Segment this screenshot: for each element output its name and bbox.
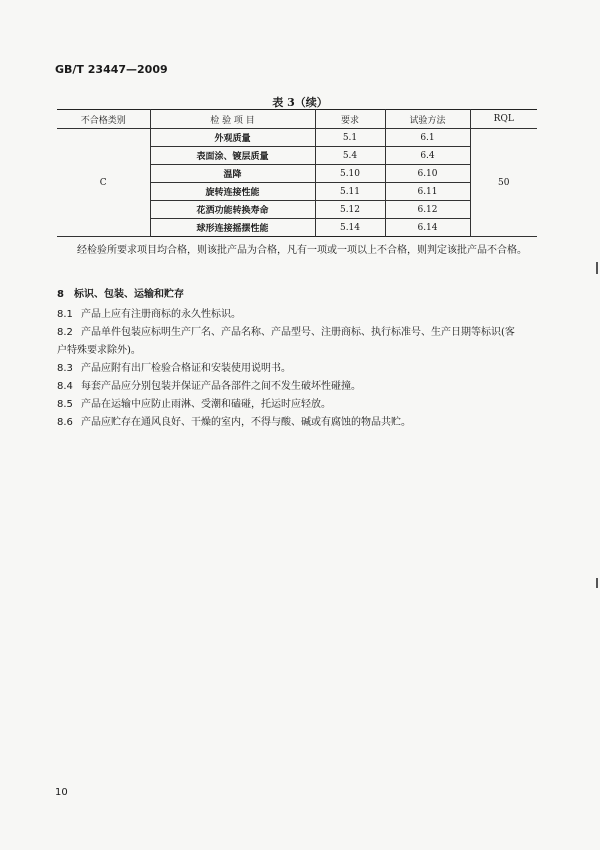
clause xyxy=(57,414,537,432)
method-cell: 6.10 xyxy=(385,165,470,183)
clause-text: 产品在运输中应防止雨淋、受潮和磕碰，托运时应轻放。 xyxy=(81,399,331,410)
item-cell: 球形连接摇摆性能 xyxy=(150,219,315,237)
page-number: 10 xyxy=(55,787,68,798)
clause-number: 8.3 xyxy=(57,363,73,374)
table-header-row xyxy=(57,110,537,129)
method-cell: 6.14 xyxy=(385,219,470,237)
judgement-note: 经检验所要求项目均合格，则该批产品为合格，凡有一项或一项以上不合格，则判定该批产品不合格。 xyxy=(77,245,527,256)
clause xyxy=(57,378,537,396)
header-method: 试验方法 xyxy=(385,110,470,129)
clause xyxy=(57,324,537,360)
clause-text: 产品应贮存在通风良好、干燥的室内，不得与酸、碱或有腐蚀的物品共贮。 xyxy=(81,417,411,428)
header-rql: RQL xyxy=(470,110,537,129)
clause-number: 8.2 xyxy=(57,327,73,338)
clause xyxy=(57,306,537,324)
inspection-table xyxy=(57,109,537,237)
requirement-cell: 5.11 xyxy=(315,183,385,201)
item-cell: 温降 xyxy=(150,165,315,183)
method-cell: 6.12 xyxy=(385,201,470,219)
requirement-cell: 5.14 xyxy=(315,219,385,237)
item-cell: 花洒功能转换寿命 xyxy=(150,201,315,219)
section-title: 标识、包装、运输和贮存 xyxy=(73,289,184,300)
clause-number: 8.1 xyxy=(57,309,73,320)
clause-number: 8.5 xyxy=(57,399,73,410)
header-requirement: 要求 xyxy=(315,110,385,129)
section-number: 8 xyxy=(57,289,64,300)
item-cell: 旋转连接性能 xyxy=(150,183,315,201)
requirement-cell: 5.1 xyxy=(315,129,385,147)
item-cell: 外观质量 xyxy=(150,129,315,147)
clause-text: 每套产品应分别包装并保证产品各部件之间不发生破坏性碰撞。 xyxy=(81,381,361,392)
requirement-cell: 5.12 xyxy=(315,201,385,219)
binding-mark xyxy=(596,578,598,588)
clause-number: 8.6 xyxy=(57,417,73,428)
item-cell: 表面涂、镀层质量 xyxy=(150,147,315,165)
category-cell: C xyxy=(57,129,150,237)
method-cell: 6.1 xyxy=(385,129,470,147)
method-cell: 6.4 xyxy=(385,147,470,165)
section-heading xyxy=(57,285,184,300)
clause-number: 8.4 xyxy=(57,381,73,392)
binding-mark xyxy=(596,262,598,274)
clause xyxy=(57,396,537,414)
standard-number: GB/T 23447—2009 xyxy=(55,63,168,76)
clause xyxy=(57,360,537,378)
clause-text-continued: 户特殊要求除外)。 xyxy=(57,345,141,356)
requirement-cell: 5.4 xyxy=(315,147,385,165)
header-category: 不合格类别 xyxy=(57,110,150,129)
clause-text: 产品应附有出厂检验合格证和安装使用说明书。 xyxy=(81,363,291,374)
rql-cell: 50 xyxy=(470,129,537,237)
method-cell: 6.11 xyxy=(385,183,470,201)
clause-text: 产品上应有注册商标的永久性标识。 xyxy=(81,309,241,320)
table-caption: 表 3（续） xyxy=(272,96,328,109)
table-row xyxy=(57,129,537,147)
clause-text: 产品单件包装应标明生产厂名、产品名称、产品型号、注册商标、执行标准号、生产日期等标识(客 xyxy=(81,327,515,338)
requirement-cell: 5.10 xyxy=(315,165,385,183)
header-item: 检 验 项 目 xyxy=(150,110,315,129)
